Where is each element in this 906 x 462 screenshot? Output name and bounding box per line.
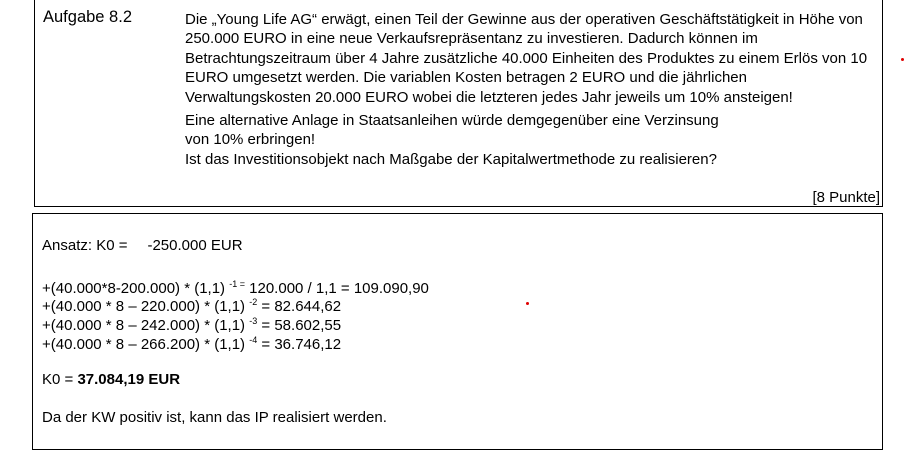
term-expression: +(40.000 * 8 – 266.200) * (1,1)	[42, 336, 246, 353]
red-dot-marker	[901, 58, 904, 61]
discount-term-4	[42, 332, 341, 353]
term-expression: +(40.000 * 8 – 242.000) * (1,1)	[42, 317, 246, 334]
task-paragraph-2	[185, 111, 875, 169]
points-label: [8 Punkte]	[812, 189, 880, 206]
approach-label: Ansatz: K0 =	[42, 237, 128, 254]
discount-term-3	[42, 313, 341, 334]
term-result: = 58.602,55	[257, 317, 342, 334]
red-dot-marker	[526, 302, 529, 305]
term-exponent: -2	[249, 297, 258, 307]
task-number: Aufgabe 8.2	[43, 8, 132, 26]
term-expression: +(40.000*8-200.000) * (1,1)	[42, 280, 226, 297]
discount-term-2	[42, 294, 341, 315]
conclusion-text: Da der KW positiv ist, kann das IP realisiert werden.	[42, 409, 387, 426]
task-paragraph-2-line-2: von 10% erbringen!	[185, 131, 316, 149]
task-text	[185, 10, 875, 169]
result-line	[42, 371, 180, 388]
approach-value: -250.000 EUR	[147, 237, 243, 254]
term-exponent: -3	[249, 316, 258, 326]
solution-box	[32, 213, 883, 450]
term-result: 120.000 / 1,1 = 109.090,90	[244, 280, 429, 297]
task-paragraph-2-line-1: Eine alternative Anlage in Staatsanleihen würde demgegenüber eine Verzinsung	[185, 112, 719, 130]
term-result: = 82.644,62	[257, 298, 342, 315]
task-paragraph-2-line-3: Ist das Investitionsobjekt nach Maßgabe der Kapitalwertmethode zu realisieren?	[185, 150, 717, 168]
result-value: 37.084,19 EUR	[77, 371, 181, 388]
task-box	[34, 0, 883, 207]
result-label: K0 =	[42, 371, 78, 388]
term-expression: +(40.000 * 8 – 220.000) * (1,1)	[42, 298, 246, 315]
term-exponent: -1 =	[229, 279, 245, 289]
term-result: = 36.746,12	[257, 336, 342, 353]
term-exponent: -4	[249, 335, 258, 345]
approach-line	[42, 237, 243, 254]
task-paragraph-1: Die „Young Life AG“ erwägt, einen Teil der Gewinne aus der operativen Geschäftstätigkeit in Höhe von 250.000 EURO in eine neue Verkaufsrepräsentanz zu investieren. Dadurch können im Betrachtungszeitraum über 4 Jahre zusätzliche 40.000 Einheiten des Produktes zu einem Erlös von 10 EURO umgesetzt werden. Die variablen Kosten betragen 2 EURO und die jährlichen Verwaltungskosten 20.000 EURO wobei die letzteren jedes Jahr jeweils um 10% ansteigen!	[185, 11, 868, 106]
